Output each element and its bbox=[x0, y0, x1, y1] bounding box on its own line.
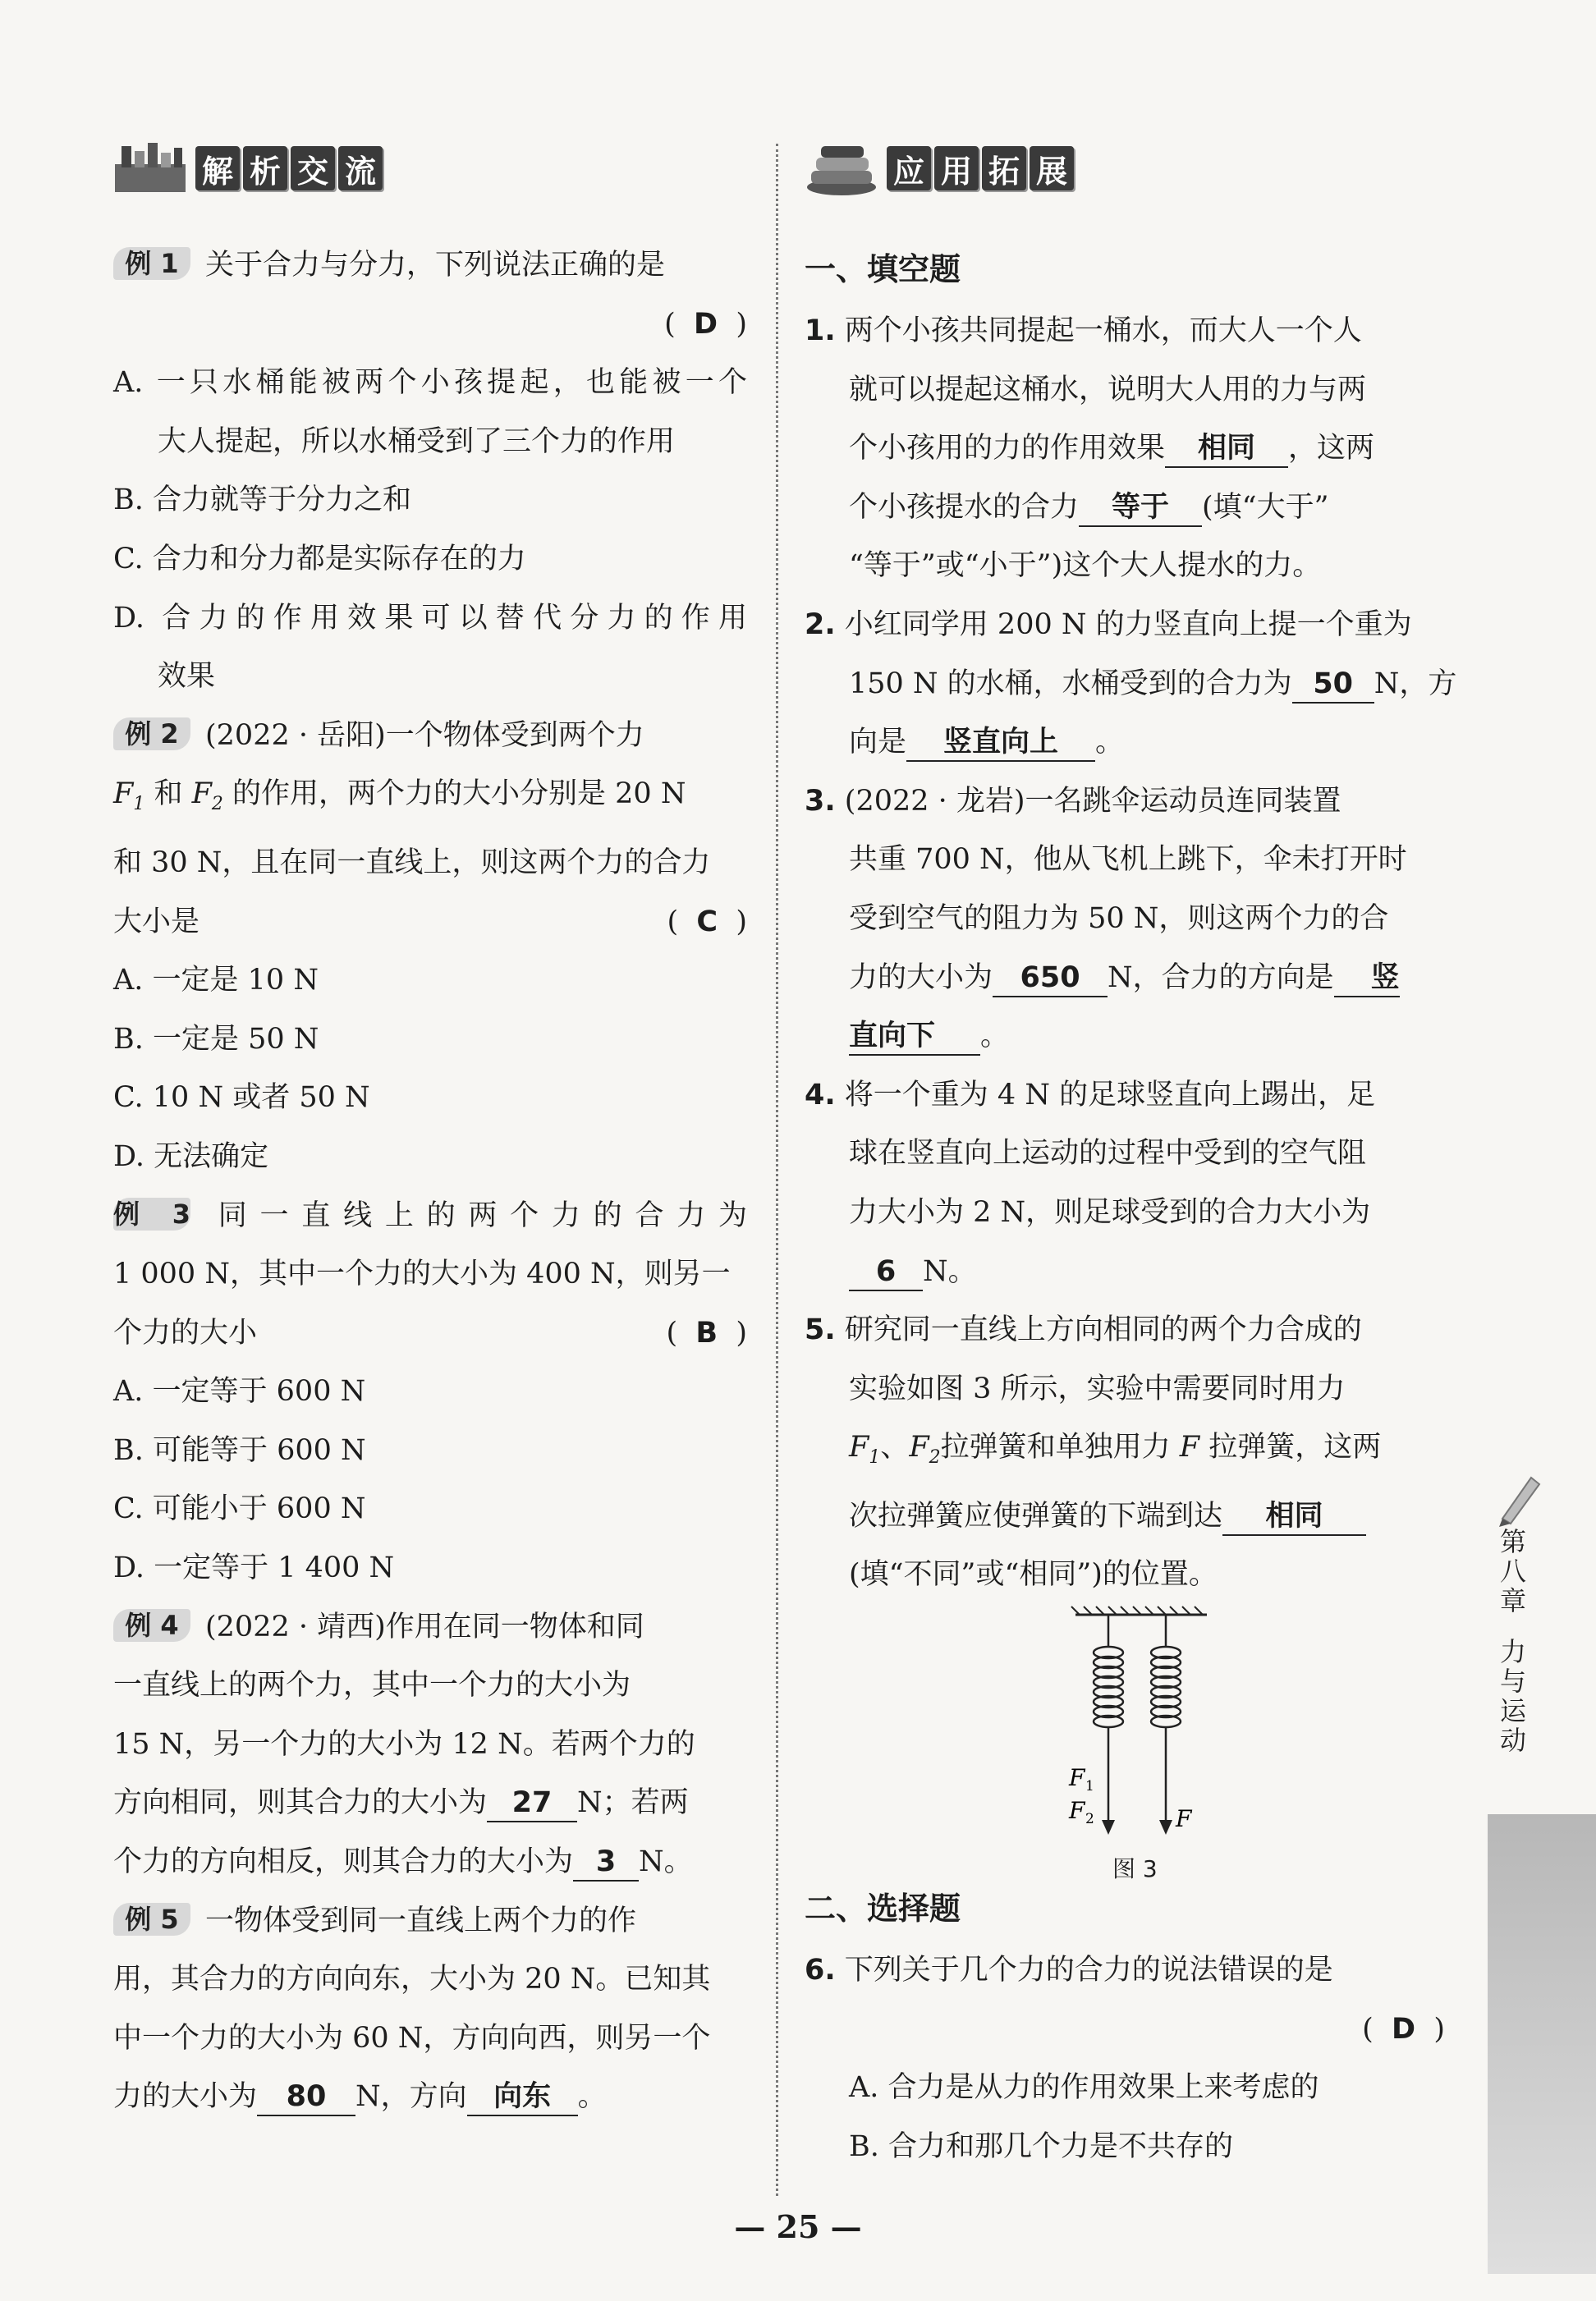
answer-blank: 等于 bbox=[1079, 489, 1202, 527]
question-6 bbox=[805, 1941, 1445, 2176]
svg-text:1: 1 bbox=[1085, 1778, 1094, 1795]
question-text: (填“不同”或“相同”)的位置。 bbox=[849, 1558, 1218, 1592]
fill-in-section-title: 一、填空题 bbox=[805, 251, 961, 287]
stem-text: 个力的大小 bbox=[113, 1316, 258, 1350]
stem-text: 大小是 bbox=[113, 905, 200, 938]
header-tile: 析 bbox=[243, 146, 287, 190]
answer-blank: 6 bbox=[849, 1254, 923, 1291]
header-tile: 应 bbox=[887, 146, 931, 190]
example-stem: 关于合力与分力，下列说法正确的是 bbox=[205, 249, 666, 282]
option-a: A. 一定等于 600 N bbox=[113, 1375, 366, 1409]
question-text: 受到空气的阻力为 50 N，则这两个力的合 bbox=[849, 901, 1389, 935]
right-column bbox=[805, 131, 1457, 2176]
answer-blank: 竖直向上 bbox=[906, 724, 1095, 762]
example-stem: (2022 · 靖西)作用在同一物体和同 bbox=[205, 1610, 644, 1643]
question-number: 2. bbox=[805, 607, 836, 641]
label-F2: F bbox=[1069, 1797, 1085, 1825]
option-a: A. 合力是从力的作用效果上来考虑的 bbox=[849, 2071, 1319, 2105]
column-divider bbox=[776, 144, 778, 2196]
stem-text: N。 bbox=[639, 1845, 693, 1879]
question-text: 拉弹簧和单独用力 bbox=[940, 1431, 1171, 1464]
title-char: 与 bbox=[1499, 1666, 1526, 1697]
question-text: N，合力的方向是 bbox=[1108, 960, 1334, 994]
option-b: B. 可能等于 600 N bbox=[113, 1433, 366, 1467]
question-4 bbox=[805, 1066, 1445, 1301]
stem-text: N，方向 bbox=[355, 2080, 467, 2114]
option-b: B. 一定是 50 N bbox=[113, 1022, 319, 1056]
option-c: C. 可能小于 600 N bbox=[113, 1492, 366, 1526]
figure-caption: 图 3 bbox=[1112, 1855, 1158, 1883]
question-text: 下列关于几个力的合力的说法错误的是 bbox=[844, 1954, 1333, 1987]
example-stem: (2022 · 岳阳)一个物体受到两个力 bbox=[205, 718, 644, 752]
question-text: 实验如图 3 所示，实验中需要同时用力 bbox=[849, 1372, 1346, 1405]
question-text: 力大小为 2 N，则足球受到的合力大小为 bbox=[849, 1195, 1371, 1229]
stem-text: 用，其合力的方向向东，大小为 20 N。已知其 bbox=[113, 1963, 711, 1996]
header-tile: 流 bbox=[338, 146, 383, 190]
svg-text:2: 2 bbox=[1085, 1811, 1094, 1828]
example-label: 例 2 bbox=[113, 717, 190, 750]
option-a-cont: 大人提起，所以水桶受到了三个力的作用 bbox=[158, 424, 676, 458]
option-d: D. 合力的作用效果可以替代分力的作用 bbox=[113, 601, 747, 635]
example-label: 例 5 bbox=[113, 1903, 190, 1936]
question-text: “等于”或“小于”)这个大人提水的力。 bbox=[849, 549, 1322, 583]
label-F1: F bbox=[1069, 1764, 1085, 1792]
example-label: 例 1 bbox=[113, 247, 190, 280]
title-char: 运 bbox=[1499, 1695, 1526, 1726]
question-text: (2022 · 龙岩)一名跳伞运动员连同装置 bbox=[844, 784, 1341, 818]
option-d-cont: 效果 bbox=[158, 660, 216, 694]
stem-text: 力的大小为 bbox=[113, 2080, 258, 2114]
option-d: D. 无法确定 bbox=[113, 1139, 269, 1173]
title-char: 动 bbox=[1499, 1725, 1526, 1756]
chapter-char: 第 bbox=[1499, 1526, 1526, 1557]
option-c: C. 10 N 或者 50 N bbox=[113, 1081, 370, 1115]
answer-blank: 直向下 bbox=[849, 1018, 980, 1056]
header-tile: 展 bbox=[1030, 146, 1074, 190]
answer-blank: 80 bbox=[257, 2079, 355, 2116]
example-5 bbox=[113, 1892, 747, 2127]
chapter-char: 八 bbox=[1499, 1556, 1526, 1587]
stem-text: 15 N，另一个力的大小为 12 N。若两个力的 bbox=[113, 1727, 695, 1761]
example-3 bbox=[113, 1187, 747, 1598]
side-gray-bar bbox=[1488, 1814, 1596, 2274]
answer-blank: 向东 bbox=[467, 2079, 578, 2116]
answer-choice: B bbox=[695, 1316, 718, 1350]
option-c: C. 合力和分力都是实际存在的力 bbox=[113, 542, 526, 575]
example-2: 例 2 (2022 · 岳阳)一个物体受到两个力 $F_1$ 和 $F_2$ 的作用，两个力的大小分别是 20 N 和 30 N，且在同一直线上，则这两个力的合力 大小是 ( C ) A. 一定是 10 N B. 一定是 50 N C. 10 N 或者 50 N D. 无法确定 bbox=[113, 707, 747, 1187]
question-text: 次拉弹簧应使弹簧的下端到达 bbox=[849, 1499, 1223, 1533]
option-a: A. 一只水桶能被两个小孩提起，也能被一个 bbox=[113, 366, 747, 400]
header-tile: 用 bbox=[934, 146, 979, 190]
stem-text: 和 bbox=[154, 777, 183, 811]
analysis-section-header bbox=[113, 131, 747, 205]
spring-diagram bbox=[805, 1605, 1445, 1851]
answer-bracket: ( B ) bbox=[666, 1316, 747, 1350]
question-text: (填“大于” bbox=[1202, 490, 1329, 524]
stem-text: 一直线上的两个力，其中一个力的大小为 bbox=[113, 1669, 631, 1703]
option-b: B. 合力和那几个力是不共存的 bbox=[849, 2129, 1233, 2163]
example-stem: 同一直线上的两个力的合力为 bbox=[205, 1199, 747, 1232]
title-char: 力 bbox=[1499, 1636, 1526, 1667]
header-tile: 拓 bbox=[982, 146, 1026, 190]
question-text: 研究同一直线上方向相同的两个力合成的 bbox=[844, 1313, 1362, 1347]
answer-blank: 50 bbox=[1292, 666, 1374, 704]
question-text: N。 bbox=[923, 1254, 977, 1288]
answer-bracket: ( C ) bbox=[667, 905, 747, 938]
stem-text: 个力的方向相反，则其合力的大小为 bbox=[113, 1845, 574, 1879]
pencil-icon bbox=[1494, 1469, 1543, 1527]
question-5: 5. 研究同一直线上方向相同的两个力合成的 实验如图 3 所示，实验中需要同时用力 $F_1$、$F_2$拉弹簧和单独用力 F 拉弹簧，这两 次拉弹簧应使弹簧的下端到达 相同 (填“不同”或“相同”)的位置。 F 1 F 2 F 图 3 bbox=[805, 1301, 1445, 1876]
stem-text: 1 000 N，其中一个力的大小为 400 N，则另一 bbox=[113, 1258, 731, 1291]
question-text: 拉弹簧，这两 bbox=[1208, 1431, 1382, 1464]
example-label: 例 3 bbox=[113, 1198, 190, 1230]
chapter-side-tab bbox=[1493, 1527, 1534, 1755]
example-stem: 一物体受到同一直线上两个力的作 bbox=[205, 1904, 637, 1937]
question-text: 就可以提起这桶水，说明大人用的力与两 bbox=[849, 373, 1367, 406]
example-1 bbox=[113, 236, 747, 707]
label-F: F bbox=[1176, 1805, 1192, 1833]
example-4 bbox=[113, 1598, 747, 1892]
question-text: ，这两 bbox=[1288, 432, 1375, 465]
chapter-char: 章 bbox=[1499, 1585, 1526, 1616]
question-1 bbox=[805, 302, 1445, 596]
page-number: — 25 — bbox=[734, 2208, 862, 2245]
question-number: 1. bbox=[805, 314, 836, 347]
question-text: 小红同学用 200 N 的力竖直向上提一个重为 bbox=[844, 607, 1412, 641]
question-number: 4. bbox=[805, 1078, 836, 1112]
question-text: 共重 700 N，他从飞机上跳下，伞未打开时 bbox=[849, 843, 1407, 877]
multiple-choice-section-title: 二、选择题 bbox=[805, 1891, 961, 1927]
stem-text: N；若两 bbox=[577, 1786, 689, 1820]
answer-blank: 3 bbox=[573, 1844, 639, 1882]
question-text: 将一个重为 4 N 的足球竖直向上踢出，足 bbox=[844, 1078, 1376, 1112]
answer-bracket: ( D ) bbox=[664, 307, 747, 341]
answer-blank: 27 bbox=[487, 1785, 577, 1822]
example-label: 例 4 bbox=[113, 1609, 190, 1642]
question-text: 两个小孩共同提起一桶水，而大人一个人 bbox=[844, 314, 1362, 347]
question-text: 、 bbox=[880, 1431, 910, 1464]
answer-choice: C bbox=[696, 905, 718, 938]
answer-choice: D bbox=[694, 307, 718, 341]
question-3 bbox=[805, 772, 1445, 1066]
question-text: 力的大小为 bbox=[849, 960, 993, 994]
answer-bracket: ( D ) bbox=[1362, 2012, 1445, 2046]
stem-text: 的作用，两个力的大小分别是 20 N bbox=[232, 777, 686, 811]
figure-3 bbox=[805, 1605, 1445, 1883]
stem-text: 。 bbox=[577, 2080, 607, 2114]
answer-blank: 650 bbox=[993, 960, 1108, 997]
answer-choice: D bbox=[1392, 2012, 1416, 2046]
left-column bbox=[113, 131, 747, 2127]
book-stack-icon bbox=[113, 140, 187, 197]
question-text: 球在竖直向上运动的过程中受到的空气阻 bbox=[849, 1137, 1367, 1171]
books-icon bbox=[805, 140, 878, 197]
header-tile: 交 bbox=[291, 146, 335, 190]
option-a: A. 一定是 10 N bbox=[113, 964, 319, 997]
question-text: 150 N 的水桶，水桶受到的合力为 bbox=[849, 667, 1292, 700]
question-2 bbox=[805, 596, 1457, 772]
application-section-header bbox=[805, 131, 1445, 205]
answer-blank: 相同 bbox=[1222, 1498, 1366, 1536]
question-number: 5. bbox=[805, 1313, 836, 1347]
question-text: 个小孩用的力的作用效果 bbox=[849, 432, 1166, 465]
question-number: 3. bbox=[805, 784, 836, 818]
question-number: 6. bbox=[805, 1954, 836, 1987]
question-text: 向是 bbox=[849, 726, 907, 759]
force-symbol: F bbox=[1179, 1431, 1200, 1464]
question-text: N，方 bbox=[1374, 667, 1457, 700]
question-text: 。 bbox=[980, 1020, 1010, 1053]
option-b: B. 合力就等于分力之和 bbox=[113, 484, 411, 517]
question-text: 。 bbox=[1095, 726, 1125, 759]
answer-blank: 相同 bbox=[1165, 430, 1288, 468]
stem-text: 方向相同，则其合力的大小为 bbox=[113, 1786, 488, 1820]
stem-text: 和 30 N，且在同一直线上，则这两个力的合力 bbox=[113, 846, 711, 879]
stem-text: 中一个力的大小为 60 N，方向向西，则另一个 bbox=[113, 2021, 711, 2055]
header-tile: 解 bbox=[195, 146, 240, 190]
option-d: D. 一定等于 1 400 N bbox=[113, 1552, 395, 1585]
answer-blank: 竖 bbox=[1334, 960, 1400, 997]
question-text: 个小孩提水的合力 bbox=[849, 490, 1080, 524]
